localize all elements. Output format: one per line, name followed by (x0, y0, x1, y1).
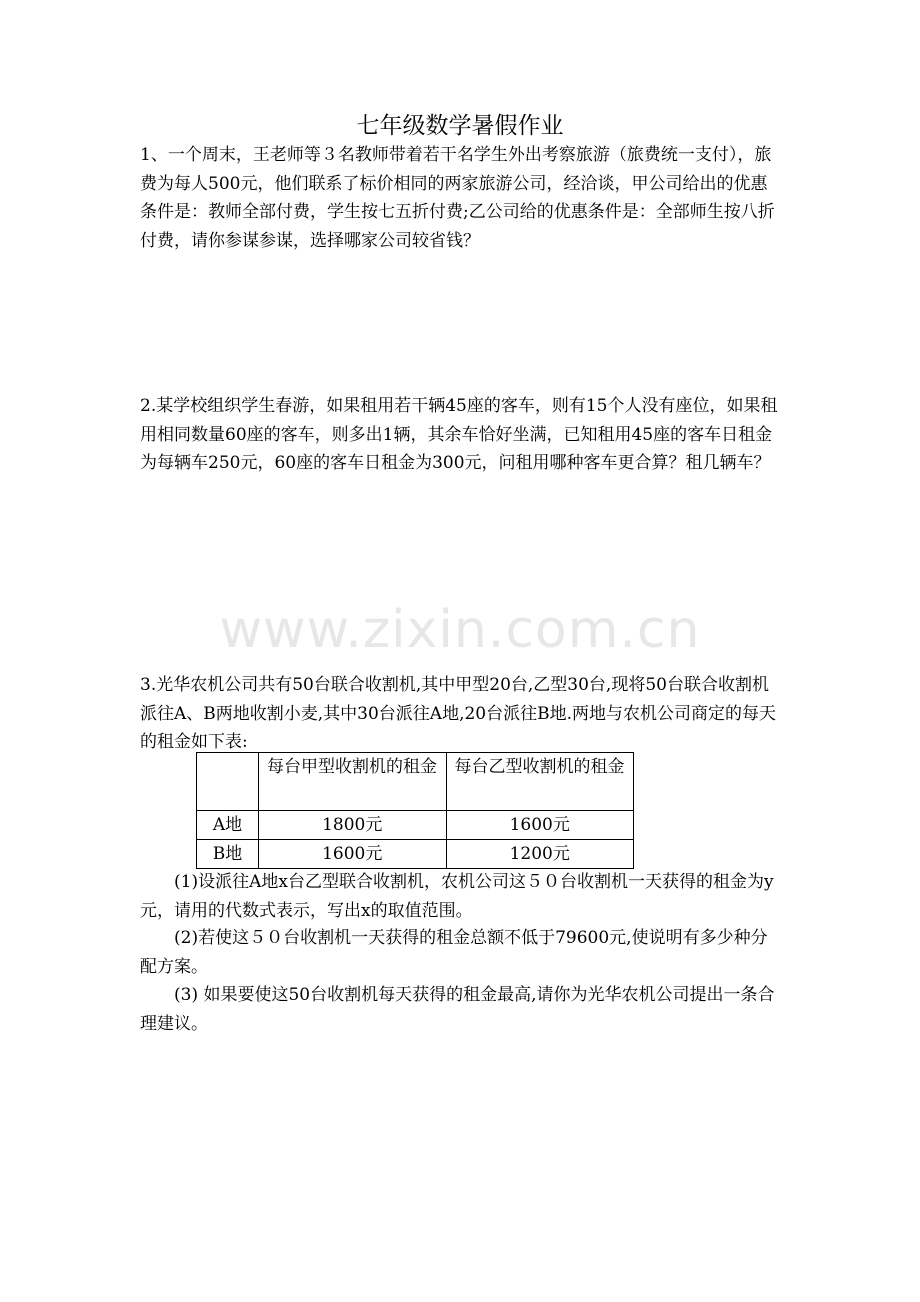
table-cell: 1600元 (259, 840, 447, 869)
watermark: www.zixin.com.cn (219, 600, 701, 660)
question-2: (2)若使这５０台收割机一天获得的租金总额不低于79600元,使说明有多少种分配方案。 (140, 928, 768, 977)
table-cell: 1800元 (259, 811, 447, 840)
table-corner-cell (197, 753, 259, 811)
table-cell: 1600元 (446, 811, 634, 840)
table-header-type-yi: 每台乙型收割机的租金 (446, 753, 634, 811)
problem-1-text: 1、一个周末，王老师等３名教师带着若干名学生外出考察旅游（旅费统一支付），旅费为每人500元，他们联系了标价相同的两家旅游公司，经洽谈，甲公司给出的优惠条件是：教师全部付费，学生按七五折付费;乙公司给的优惠条件是：全部师生按八折付费，请你参谋参谋，选择哪家公司较省钱？ (140, 145, 775, 251)
question-3: (3) 如果要使这50台收割机每天获得的租金最高,请你为光华农机公司提出一条合理建议。 (140, 985, 775, 1034)
page-title: 七年级数学暑假作业 (356, 113, 564, 139)
table-row (197, 840, 634, 869)
problem-2-text: 2.某学校组织学生春游，如果租用若干辆45座的客车，则有15个人没有座位，如果租用相同数量60座的客车，则多出1辆，其余车恰好坐满，已知租用45座的客车日租金为每辆车250元，60座的客车日租金为300元，问租用哪种客车更合算？租几辆车？ (140, 396, 778, 473)
problem-3-text: 3.光华农机公司共有50台联合收割机,其中甲型20台,乙型30台,现将50台联合收割机派往A、B两地收割小麦,其中30台派往A地,20台派往B地.两地与农机公司商定的每天的租金如下表: (140, 675, 777, 752)
table-row-label-a: A地 (197, 811, 259, 840)
question-1: (1)设派往A地x台乙型联合收割机，农机公司这５０台收割机一天获得的租金为y元，请用的代数式表示，写出x的取值范围。 (140, 872, 774, 921)
table-header-row (197, 753, 634, 811)
table-cell: 1200元 (446, 840, 634, 869)
table-header-type-jia: 每台甲型收割机的租金 (259, 753, 447, 811)
table-row-label-b: B地 (197, 840, 259, 869)
rent-table (196, 752, 634, 869)
table-row (197, 811, 634, 840)
